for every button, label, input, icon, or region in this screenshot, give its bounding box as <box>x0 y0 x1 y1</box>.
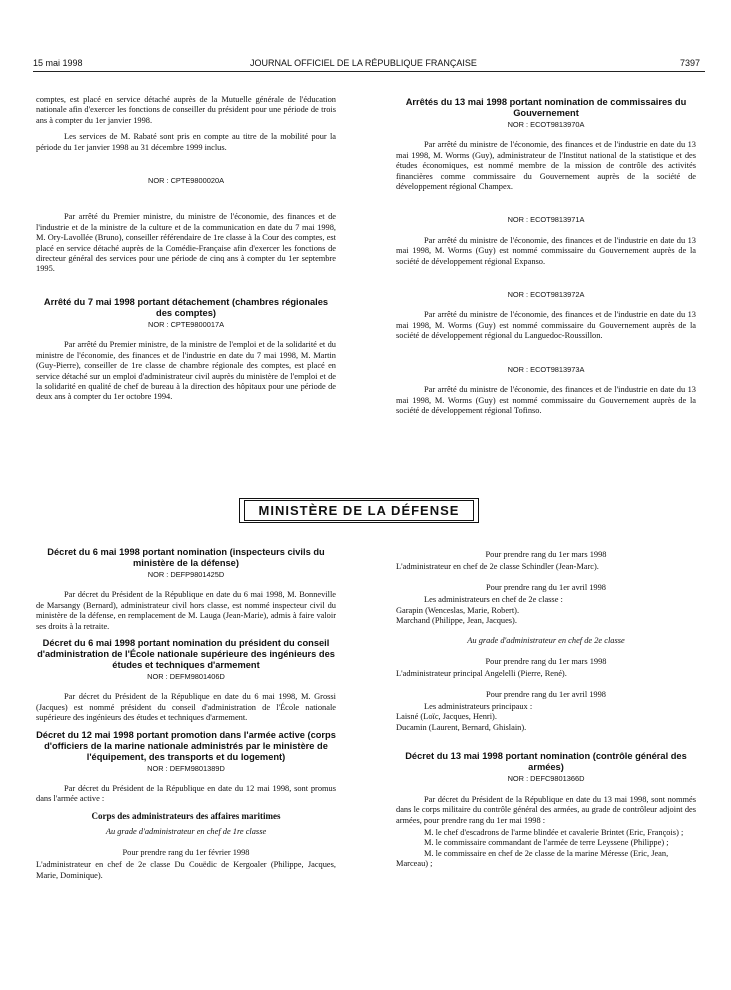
nor-reference: NOR : ECOT9813973A <box>507 364 585 374</box>
paragraph: Par décret du Président de la République en date du 13 mai 1998, sont nommés dans le corps militaire du contrôle général des armées, au grade de contrôleur adjoint des armées, pour prendre rang du 1er mai 1998 : <box>396 794 696 825</box>
grade-heading: Au grade d'administrateur en chef de 1re classe <box>105 827 267 837</box>
list-item: Garapin (Wenceslas, Marie, Robert). <box>396 605 520 615</box>
list-item: M. le commissaire en chef de 2e classe de la marine Méresse (Eric, Jean, Marceau) ; <box>396 848 669 869</box>
section-title: Décret du 6 mai 1998 portant nomination du président du conseil d'administration de l'École nationale supérieure des ingénieurs des études et techniques d'armement <box>37 638 335 671</box>
nor-reference: NOR : DEFC9801366D <box>507 774 585 784</box>
header-page-number: 7397 <box>680 58 701 68</box>
nor-reference: NOR : CPTE9800020A <box>148 176 224 186</box>
paragraph: Par décret du Président de la République en date du 6 mai 1998, M. Grossi (Jacques) est nommé président du conseil d'administration de l'École nationale supérieure des ingénieurs des études et techniques d'armement. <box>36 692 336 723</box>
nor-reference: NOR : ECOT9813971A <box>507 215 585 225</box>
paragraph: Par arrêté du ministre de l'économie, des finances et de l'industrie en date du 13 mai 1998, M. Worms (Guy), administrateur de l'Institut national de la statistique et des études économiques, est nommé membre de la mission de contrôle des activités financières comme commissaire du Gouvernement auprès de la société de développement régional Champex. <box>396 140 696 192</box>
nor-reference: NOR : DEFM9801389D <box>147 763 225 773</box>
paragraph: Par arrêté du Premier ministre, de la ministre de l'emploi et de la solidarité et du ministre de l'économie, des finances et de l'industrie en date du 7 mai 1998, M. Martin (Guy-Pierre), conseiller de 1re classe de chambre régionale des comptes, est placé en service détaché sur un emploi d'administrateur civil auprès du ministère de l'emploi et de la solidarité en qualité de chef de bureau à la direction des hôpitaux pour une période de deux ans à compter du 1er octobre 1994. <box>36 340 336 402</box>
corps-heading: Corps des administrateurs des affaires maritimes <box>91 810 281 821</box>
list-item: M. le chef d'escadrons de l'arme blindée et cavalerie Brintet (Eric, François) ; <box>424 827 684 837</box>
rank-date: Pour prendre rang du 1er mars 1998 <box>485 550 607 559</box>
paragraph: Par décret du Président de la République en date du 6 mai 1998, M. Bonneville de Marsangy (Bernard), administrateur civil hors classe, est nommé inspecteur civil du ministère de la défense, en remplacement de M. Lauga (Jean-Marie), admis à faire valoir ses droits à la retraite. <box>36 590 336 631</box>
paragraph: Par décret du Président de la République en date du 12 mai 1998, sont promus dans l'armée active : <box>36 784 336 804</box>
rank-date: Pour prendre rang du 1er avril 1998 <box>485 689 606 699</box>
list-item: L'administrateur en chef de 2e classe Schindler (Jean-Marc). <box>396 562 599 572</box>
rank-date: Pour prendre rang du 1er avril 1998 <box>485 582 606 592</box>
paragraph: Par arrêté du ministre de l'économie, des finances et de l'industrie en date du 13 mai 1998, M. Worms (Guy) est nommé commissaire du Gouvernement auprès de la société de développement régional Expanso. <box>396 235 696 266</box>
list-item: Marchand (Philippe, Jean, Jacques). <box>396 616 517 626</box>
paragraph: Par arrêté du Premier ministre, du ministre de l'économie, des finances et de l'industrie et de la ministre de la culture et de la communication en date du 7 mai 1998, M. Ory-Lavollée (Bruno), conseiller référendaire de 1re classe à la Cour des comptes, est placé en service détaché auprès de la Comédie-Française afin d'exercer les fonctions de directeur général des services pour une période de cinq ans à compter du 1er septembre 1995. <box>36 212 336 274</box>
ministry-banner <box>239 498 479 523</box>
right-top-column <box>396 97 696 422</box>
list-item: Laisné (Loïc, Jacques, Henri). <box>396 712 497 722</box>
list-item: Les administrateurs principaux : <box>424 702 533 712</box>
nor-reference: NOR : ECOT9813970A <box>507 120 585 129</box>
section-title: Décret du 6 mai 1998 portant nomination (inspecteurs civils du ministère de la défense) <box>47 547 325 568</box>
header-journal-title: JOURNAL OFFICIEL DE LA RÉPUBLIQUE FRANÇAISE <box>250 58 477 68</box>
left-top-column <box>36 95 336 409</box>
paragraph: comptes, est placé en service détaché auprès de la Mutuelle générale de l'éducation nationale afin d'exercer les fonctions de conseiller du président pour une période de trois ans à compter du 1er janvier 1998. <box>36 95 336 125</box>
nor-reference: NOR : CPTE9800017A <box>148 319 224 329</box>
ministry-title: MINISTÈRE DE LA DÉFENSE <box>244 500 475 521</box>
nor-reference: NOR : ECOT9813972A <box>507 290 585 300</box>
nor-reference: NOR : DEFP9801425D <box>147 570 225 579</box>
paragraph: Par arrêté du ministre de l'économie, des finances et de l'industrie en date du 13 mai 1998, M. Worms (Guy) est nommé commissaire du Gouvernement auprès de la société de développement régional du Languedoc-Roussillon. <box>396 310 696 341</box>
rank-date: Pour prendre rang du 1er mars 1998 <box>485 656 607 666</box>
header-date: 15 mai 1998 <box>33 58 83 68</box>
section-title: Arrêtés du 13 mai 1998 portant nomination de commissaires du Gouvernement <box>405 97 687 118</box>
nor-reference: NOR : DEFM9801406D <box>147 672 225 682</box>
right-bottom-column <box>396 540 696 870</box>
paragraph: Par arrêté du ministre de l'économie, des finances et de l'industrie en date du 13 mai 1998, M. Worms (Guy) est nommé commissaire du Gouvernement auprès de la société de développement régional Tofinso. <box>396 385 696 415</box>
left-bottom-column <box>36 547 336 887</box>
section-title: Décret du 13 mai 1998 portant nomination (contrôle général des armées) <box>405 751 687 773</box>
header-rule <box>33 71 705 72</box>
section-title: Décret du 12 mai 1998 portant promotion dans l'armée active (corps d'officiers de la marine nationale administrés par le ministère de l'équipement, des transports et du logement) <box>36 729 336 762</box>
paragraph: Les services de M. Rabaté sont pris en compte au titre de la mobilité pour la période du 1er janvier 1998 au 31 décembre 1999 inclus. <box>36 132 336 152</box>
grade-heading: Au grade d'administrateur en chef de 2e classe <box>467 636 625 646</box>
list-item: Les administrateurs en chef de 2e classe : <box>424 595 563 605</box>
list-item: L'administrateur principal Angelelli (Pierre, René). <box>396 669 567 679</box>
paragraph: L'administrateur en chef de 2e classe Du Couëdic de Kergoaler (Philippe, Jacques, Marie, Dominique). <box>36 860 336 880</box>
list-item: M. le commissaire commandant de l'armée de terre Leyssene (Philippe) ; <box>424 838 669 848</box>
list-item: Ducamin (Laurent, Bernard, Ghislain). <box>396 722 527 732</box>
rank-date: Pour prendre rang du 1er février 1998 <box>122 847 250 857</box>
section-title: Arrêté du 7 mai 1998 portant détachement (chambres régionales des comptes) <box>43 296 329 318</box>
